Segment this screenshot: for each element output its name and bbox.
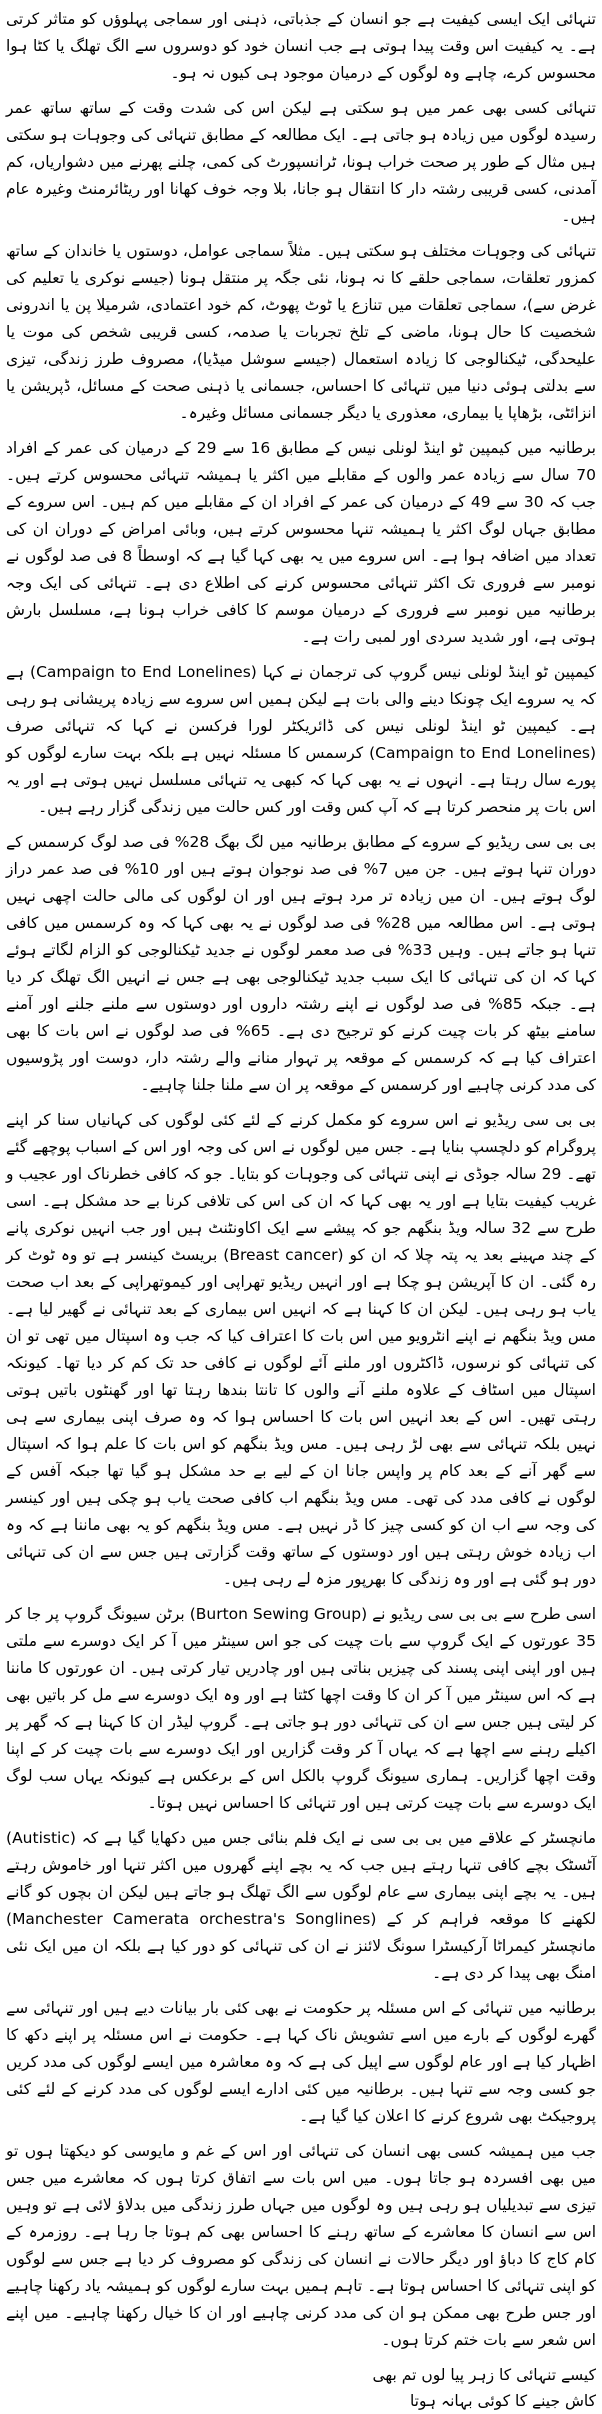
article-paragraph-4: برطانیہ میں کیمپین ٹو اینڈ لونلی نیس کے مطابق 16 سے 29 کے درمیان کی عمر کے افراد 70 سال سے زیادہ عمر والوں کے مقابلے میں اکثر یا ہمیشہ تنہائی محسوس کرتے ہیں۔ جب کہ 30 سے 49 کے درمیان کی عمر کے افراد ان کے مقابلے میں کم ہیں۔ اس سروے کے مطابق جہاں لوگ اکثر یا ہمیشہ تنہا محسوس کرتے ہیں، وبائی امراض کے دوران ان کی تعداد میں اضافہ ہوا ہے۔ اس سروے میں یہ بھی کہا گیا ہے کہ اوسطاً 8 فی صد لوگوں نے نومبر سے فروری تک اکثر تنہائی محسوس کرنے کی اطلاع دی ہے۔ تنہائی کی ایک وجہ برطانیہ میں نومبر سے فروری کے درمیان موسم کا کافی خراب ہونا ہے، مسلسل بارش ہوتی ہے، اور شدید سردی اور لمبی رات ہے۔ <box>6 439 597 646</box>
couplet-line-2: کاش جینے کا کوئی بہانہ ہوتا <box>409 2392 596 2410</box>
article-paragraph-6: بی بی سی ریڈیو کے سروے کے مطابق برطانیہ میں لگ بھگ 28% فی صد لوگ کرسمس کے دوران تنہا ہوتے ہیں۔ جن میں 7% فی صد نوجوان ہوتے ہیں اور 10% فی صد عمر دراز لوگ ہوتے ہیں۔ ان میں زیادہ تر مرد ہوتے ہیں اور ان لوگوں کی مالی حالت اچھی نہیں ہوتی ہے۔ اس مطالعہ میں 28% فی صد لوگوں نے یہ بھی کہا کہ وہ کرسمس میں کافی تنہا ہو جاتے ہیں۔ وہیں 33% فی صد معمر لوگوں نے جدید ٹیکنالوجی کو الزام لگاتے ہوئے کہا کہ ان کی تنہائی کا ایک سبب جدید ٹیکنالوجی بھی ہے جس نے انہیں الگ تھلگ کر دیا ہے۔ جبکہ 85% فی صد لوگوں نے اپنے رشتہ داروں اور دوستوں سے ملنے جلنے اور آمنے سامنے بیٹھ کر بات چیت کرنے کو ترجیح دی ہے۔ 65% فی صد لوگوں نے اس بات کا بھی اعتراف کیا ہے کہ کرسمس کے موقعہ پر تہوار منانے والے رشتہ دار، دوست اور پڑوسیوں کی مدد کرنی چاہیے اور کرسمس کے موقعہ پر ان سے ملنا جلنا چاہیے۔ <box>6 833 597 1094</box>
article-paragraph-2: تنہائی کسی بھی عمر میں ہو سکتی ہے لیکن اس کی شدت وقت کے ساتھ ساتھ عمر رسیدہ لوگوں میں زیادہ ہو جاتی ہے۔ ایک مطالعہ کے مطابق تنہائی کی وجوہات ہو سکتی ہیں مثال کے طور پر صحت خراب ہونا، ٹرانسپورٹ کی کمی، چلنے پھرنے میں دشواریاں، کم آمدنی، کسی قریبی رشتہ دار کا انتقال ہو جانا، بلا وجہ خوف کھانا اور ریٹائرمنٹ وغیرہ عام ہیں۔ <box>6 99 596 225</box>
article-paragraph-10: برطانیہ میں تنہائی کے اس مسئلہ پر حکومت نے بھی کئی بار بیانات دیے ہیں اور تنہائی سے گھرے لوگوں کے بارے میں اسے تشویش ناک کہا ہے۔ حکومت نے اس مسئلہ پر اپنے دکھ کا اظہار کیا ہے اور عام لوگوں سے اپیل کی ہے کہ وہ معاشرہ میں ایسے لوگوں کی مدد کریں جو کسی وجہ سے تنہا ہیں۔ برطانیہ میں کئی ادارے ایسے لوگوں کی مدد کرنے کے لئے کئی پروجیکٹ بھی شروع کرنے کا اعلان کیا گیا ہے۔ <box>6 1999 596 2125</box>
article-paragraph-7: بی بی سی ریڈیو نے اس سروے کو مکمل کرنے کے لئے کئی لوگوں کی کہانیاں سنا کر اپنے پروگرام کو دلچسپ بنایا ہے۔ جس میں لوگوں نے اس کی وجہ اور اس کے اسباب پوچھے گئے تھے۔ 29 سالہ جوڈی نے اپنی تنہائی کی وجوہات کو بتایا۔ جو کہ کافی خطرناک اور عجیب و غریب کیفیت بتایا ہے اور یہ بھی کہا کہ ان کی اس کی تلافی کرنا بے حد مشکل ہے۔ اسی طرح سے 32 سالہ ویڈ بنگھم جو کہ پیشے سے ایک اکاونٹنٹ ہیں اور جب انہیں نوکری پانے کے چند مہینے بعد یہ پتہ چلا کہ ان کو (Breast cancer) بریسٹ کینسر ہے تو وہ ٹوٹ کر رہ گئی۔ ان کا آپریشن ہو چکا ہے اور انہیں ریڈیو تھراپی اور کیموتھراپی کے بعد اب صحت یاب ہو رہی ہیں۔ لیکن ان کا کہنا ہے کہ انہیں اس بیماری کے بعد تنہائی نے گھیر لیا ہے۔ مس ویڈ بنگھم نے اپنے انٹرویو میں اس بات کا اعتراف کیا کہ جب وہ اسپتال میں تھی تو ان کی تنہائی کو نرسوں، ڈاکٹروں اور ملنے آئے لوگوں نے کافی حد تک کم کر دیا تھا۔ کیونکہ اسپتال میں اسٹاف کے علاوہ ملنے آنے والوں کا تانتا بندھا رہتا تھا اور گھنٹوں باتیں ہوتی رہتی تھیں۔ اس کے بعد انہیں اس بات کا احساس ہوا کہ وہ صرف اپنی بیماری سے ہی نہیں بلکہ تنہائی سے بھی لڑ رہی ہیں۔ مس ویڈ بنگھم کو اس بات کا علم ہوا کہ اسپتال سے گھر آنے کے بعد کام پر واپس جانا ان کے لیے بے حد مشکل ہو گیا تھا جبکہ آفس کے لوگوں نے کافی مدد کی تھی۔ مس ویڈ بنگھم اب کافی صحت یاب ہو چکی ہیں اور کینسر کی وجہ سے اب ان کو کسی چیز کا ڈر نہیں ہے۔ مس ویڈ بنگھم کو یہ بھی ماننا ہے کہ وہ اب زیادہ خوش رہتی ہیں اور دوستوں کے ساتھ وقت گزارتی ہیں جس سے ان کی تنہائی دور ہو گئی ہے اور وہ زندگی کا بھرپور مزہ لے رہی ہیں۔ <box>6 1111 596 1588</box>
couplet-line-1: کیسے تنہائی کا زہر پیا لوں تم بھی <box>372 2366 596 2384</box>
article-paragraph-1: تنہائی ایک ایسی کیفیت ہے جو انسان کے جذباتی، ذہنی اور سماجی پہلوؤں کو متاثر کرتی ہے۔ یہ کیفیت اس وقت پیدا ہوتی ہے جب انسان خود کو دوسروں سے الگ تھلگ یا کٹا ہوا محسوس کرے، چاہے وہ لوگوں کے درمیان موجود ہی کیوں نہ ہو۔ <box>6 10 596 82</box>
article-paragraph-3: تنہائی کی وجوہات مختلف ہو سکتی ہیں۔ مثلاً سماجی عوامل، دوستوں یا خاندان کے ساتھ کمزور تعلقات، سماجی حلقے کا نہ ہونا، نئی جگہ پر منتقل ہونا (جیسے نوکری یا تعلیم کی غرض سے)، سماجی تعلقات میں تنازع یا ٹوٹ پھوٹ، کم خود اعتمادی، شرمیلا پن یا اندرونی شخصیت کا حال ہونا، ماضی کے تلخ تجربات یا صدمہ، کسی قریبی شخص کی موت یا علیحدگی، ٹیکنالوجی کا زیادہ استعمال (جیسے سوشل میڈیا)، مصروف طرز زندگی، تیزی سے بدلتی ہوئی دنیا میں تنہائی کا احساس، جسمانی یا ذہنی صحت کے مسائل، ڈپریشن یا انزائٹی، بڑھاپا یا بیماری، معذوری یا دیگر جسمانی مسائل وغیرہ۔ <box>6 242 596 422</box>
article-paragraph-5: کیمپین ٹو اینڈ لونلی نیس گروپ کی ترجمان نے کہا (Campaign to End Lonelines) ہے کہ یہ سروے ایک چونکا دینے والی بات ہے لیکن ہمیں اس سروے سے زیادہ پریشانی ہو رہی ہے۔ کیمپین ٹو اینڈ لونلی نیس کی ڈائریکٹر لورا فرکسن نے کہا کہ تنہائی صرف (Campaign to End Lonelines) کرسمس کا مسئلہ نہیں ہے بلکہ بہت سارے لوگوں کو پورے سال رہتا ہے۔ انہوں نے یہ بھی کہا کہ کبھی یہ تنہائی مسلسل نہیں ہوتی ہے اور یہ اس بات پر منحصر کرتا ہے کہ آپ کس وقت اور کس حالت میں زندگی گزار رہے ہیں۔ <box>6 663 597 816</box>
article-paragraph-11: جب میں ہمیشہ کسی بھی انسان کی تنہائی اور اس کے غم و مایوسی کو دیکھتا ہوں تو میں بھی افسردہ ہو جاتا ہوں۔ میں اس بات سے اتفاق کرتا ہوں کہ معاشرے میں جس تیزی سے تبدیلیاں ہو رہی ہیں وہ لوگوں میں جہاں طرز زندگی میں بدلاؤ لائی ہے تو وہیں اس سے انسان کا معاشرے کے ساتھ رہنے کا احساس بھی کم ہوتا جا رہا ہے۔ روزمرہ کے کام کاج کا دباؤ اور دیگر حالات نے انسان کی زندگی کو مصروف کر دیا ہے جس سے لوگوں کو اپنی تنہائی کا احساس ہوتا ہے۔ تاہم ہمیں بہت سارے لوگوں کو ہمیشہ یاد رکھنا چاہیے اور جس طرح بھی ممکن ہو ان کی مدد کرنی چاہیے اور ان کا خیال رکھنا چاہیے۔ میں اپنے اس شعر سے بات ختم کرتا ہوں۔ <box>6 2142 596 2349</box>
closing-couplet <box>6 2362 596 2414</box>
article-paragraph-8: اسی طرح سے بی بی سی ریڈیو نے (Burton Sewing Group) برٹن سیونگ گروپ پر جا کر 35 عورتوں کے ایک گروپ سے بات چیت کی جو اس سینٹر میں آ کر ایک دوسرے سے ملتی ہیں اور اپنی اپنی پسند کی چیزیں بناتی ہیں اور چادریں تیار کرتی ہیں۔ ان عورتوں کا ماننا ہے کہ اس سینٹر میں آ کر ان کا وقت اچھا کٹتا ہے اور وہ ایک دوسرے سے مل کر باتیں بھی کر لیتی ہیں جس سے ان کی تنہائی دور ہو جاتی ہے۔ گروپ لیڈر ان کا کہنا ہے کہ گھر پر اکیلے رہنے سے اچھا ہے کہ یہاں آ کر وقت گزاریں اور ایک دوسرے سے بات چیت کر کے اپنا وقت اچھا گزاریں۔ ہماری سیونگ گروپ بالکل اس کے برعکس ہے کیونکہ یہاں سب لوگ ایک دوسرے سے بات چیت کرتی ہیں اور تنہائی کا احساس نہیں ہوتا۔ <box>6 1605 597 1812</box>
article-paragraph-9: مانچسٹر کے علاقے میں بی بی سی نے ایک فلم بنائی جس میں دکھایا گیا ہے کہ (Autistic) آٹسٹک بچے کافی تنہا رہتے ہیں جب کہ یہ بچے اپنے گھروں میں اکثر تنہا اور خاموش رہتے ہیں۔ یہ بچے اپنی بیماری سے عام لوگوں سے الگ تھلگ ہو جاتے ہیں لیکن ان بچوں کو گانے لکھنے کا موقعہ فراہم کر کے (Manchester Camerata orchestra's Songlines) مانچسٹر کیمراٹا آرکیسٹرا سونگ لائنز نے ان کی تنہائی کو دور کیا ہے بلکہ ان میں ایک نئی امنگ بھی پیدا کر دی ہے۔ <box>6 1829 596 1982</box>
